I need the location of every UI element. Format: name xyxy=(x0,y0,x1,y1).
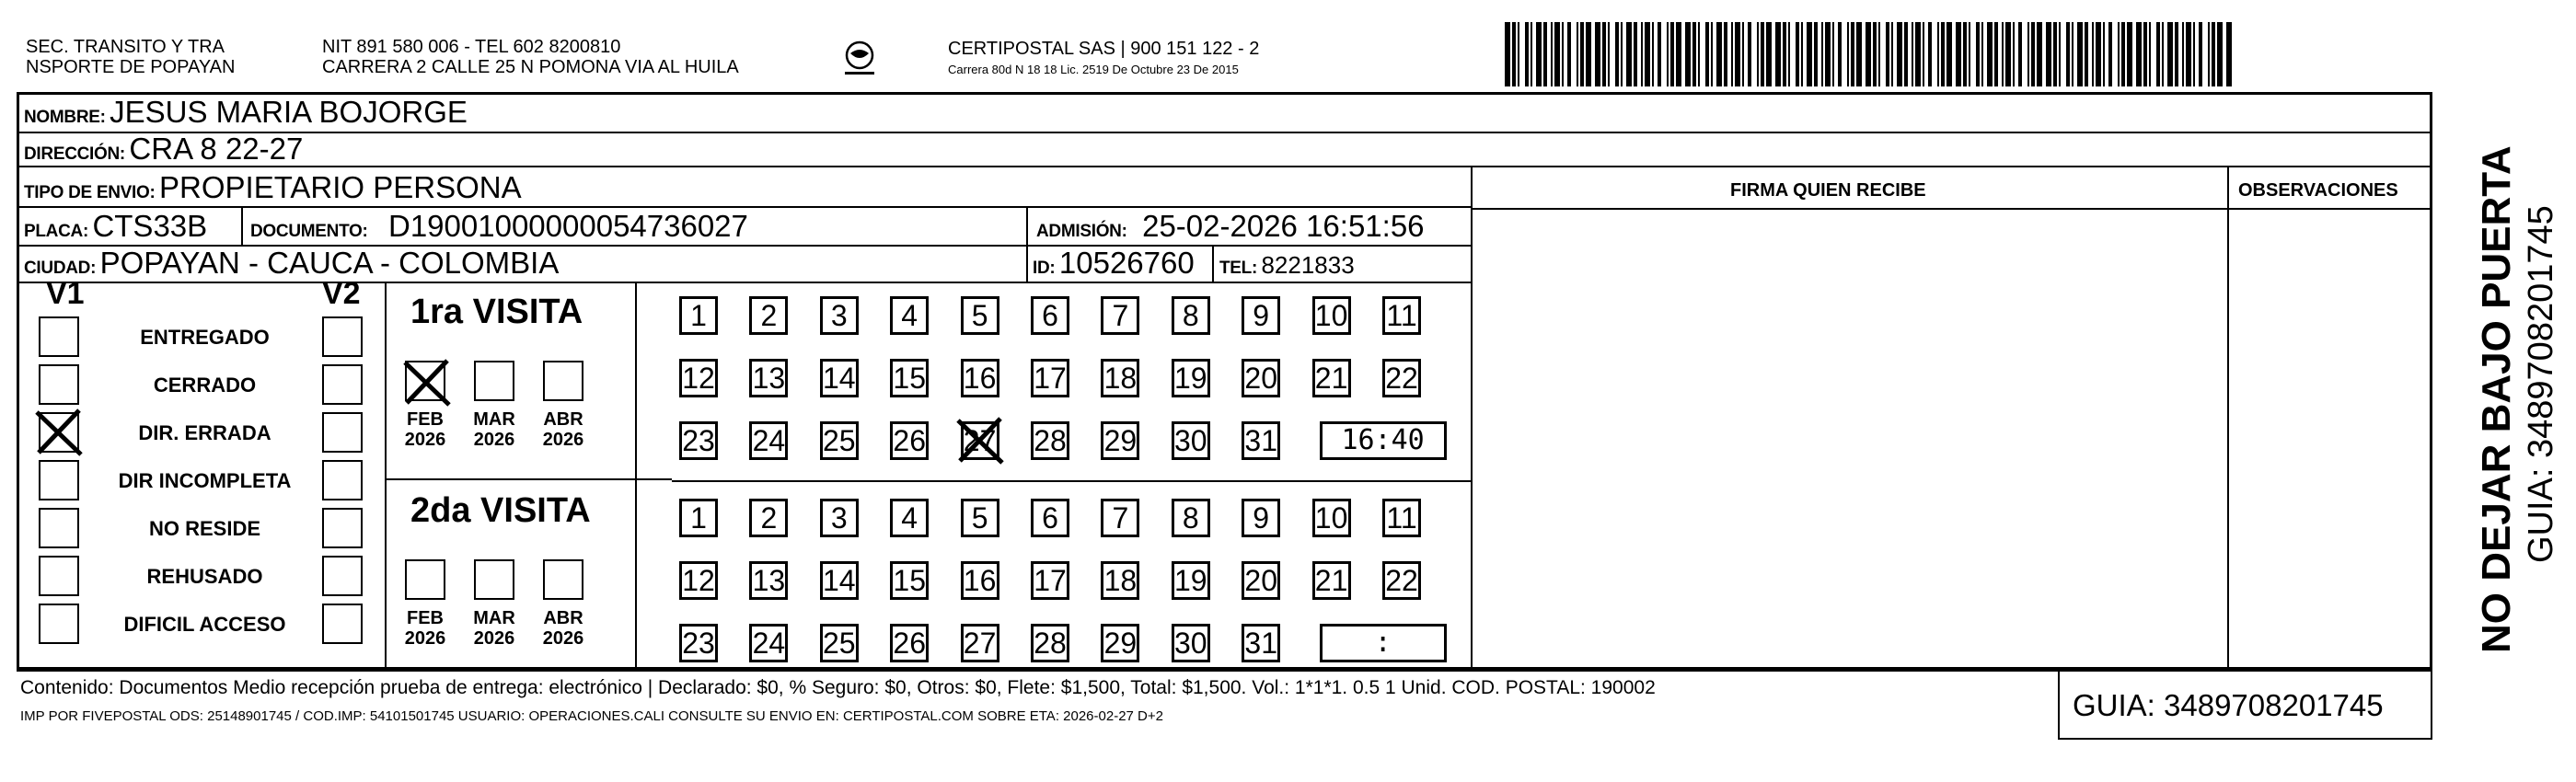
status-label: DIR INCOMPLETA xyxy=(118,469,292,492)
placa-value: CTS33B xyxy=(92,209,208,243)
courier-logo-icon xyxy=(839,39,880,79)
v2-checkbox[interactable] xyxy=(322,316,363,357)
day-box[interactable]: 18 xyxy=(1101,561,1139,600)
check-mark-icon xyxy=(33,407,85,458)
day-box[interactable]: 27 xyxy=(961,624,999,662)
day-box[interactable]: 23 xyxy=(679,624,718,662)
courier-line-1: CERTIPOSTAL SAS | 900 151 122 - 2 xyxy=(948,39,1260,59)
v1-checkbox[interactable] xyxy=(39,604,79,644)
v2-checkbox[interactable] xyxy=(322,364,363,405)
first-visit-title: 1ra VISITA xyxy=(410,293,583,331)
placa-row xyxy=(24,210,207,249)
direccion-label: DIRECCIÓN: xyxy=(24,144,125,164)
tel-row xyxy=(1219,248,1355,286)
admision-label: ADMISIÓN: xyxy=(1036,222,1127,241)
status-label: CERRADO xyxy=(153,374,257,397)
month-label: FEB 2026 xyxy=(404,608,446,649)
status-label: NO RESIDE xyxy=(148,517,261,540)
sender-line-1: SEC. TRANSITO Y TRA xyxy=(26,37,225,57)
v1-checkbox[interactable] xyxy=(39,556,79,596)
v2-checkbox[interactable] xyxy=(322,460,363,500)
footer-guia: GUIA: 3489708201745 xyxy=(2073,688,2384,722)
id-label: ID: xyxy=(1033,259,1056,278)
month-checkbox[interactable] xyxy=(543,559,583,600)
day-box[interactable]: 16 xyxy=(961,359,999,397)
day-box[interactable]: 7 xyxy=(1101,499,1139,537)
day-box[interactable]: 26 xyxy=(890,624,929,662)
tel-value: 8221833 xyxy=(1261,251,1355,279)
day-box[interactable]: 27 xyxy=(961,421,999,460)
day-box[interactable]: 7 xyxy=(1101,296,1139,335)
day-box[interactable]: 6 xyxy=(1031,296,1069,335)
tipo-envio-label: TIPO DE ENVIO: xyxy=(24,183,156,202)
day-box[interactable]: 9 xyxy=(1242,499,1280,537)
v1-checkbox[interactable] xyxy=(39,364,79,405)
day-box[interactable]: 17 xyxy=(1031,359,1069,397)
col-divider xyxy=(2058,670,2060,740)
time-box[interactable]: 16:40 xyxy=(1320,421,1447,460)
day-box[interactable]: 13 xyxy=(749,561,788,600)
day-box[interactable]: 20 xyxy=(1242,359,1280,397)
day-box[interactable]: 1 xyxy=(679,296,718,335)
day-box[interactable]: 30 xyxy=(1172,421,1210,460)
col-divider xyxy=(385,282,387,670)
day-box[interactable]: 18 xyxy=(1101,359,1139,397)
row-divider xyxy=(672,480,1473,482)
row-divider xyxy=(17,166,2432,167)
day-box[interactable]: 11 xyxy=(1382,499,1421,537)
day-box[interactable]: 22 xyxy=(1382,359,1421,397)
nombre-row xyxy=(24,96,468,135)
day-box[interactable]: 20 xyxy=(1242,561,1280,600)
month-checkbox[interactable] xyxy=(474,559,514,600)
col-divider xyxy=(1471,166,1473,670)
firma-label: FIRMA QUIEN RECIBE xyxy=(1730,180,1926,201)
check-mark-icon xyxy=(401,357,453,408)
courier-line-2: Carrera 80d N 18 18 Lic. 2519 De Octubre 23 De 2015 xyxy=(948,63,1239,76)
month-checkbox[interactable] xyxy=(405,559,445,600)
admision-value: 25-02-2026 16:51:56 xyxy=(1142,209,1425,243)
day-box[interactable]: 12 xyxy=(679,359,718,397)
day-box[interactable]: 23 xyxy=(679,421,718,460)
footer-print-line: IMP POR FIVEPOSTAL ODS: 25148901745 / COD.IMP: 54101501745 USUARIO: OPERACIONES.CALI CONSULTE SU ENVIO EN: CERTIPOSTAL.COM SOBRE ETA: 2026-02-27 D+2 xyxy=(20,708,1163,724)
documento-value: D19001000000054736027 xyxy=(388,209,748,243)
day-box[interactable]: 8 xyxy=(1172,499,1210,537)
v2-checkbox[interactable] xyxy=(322,508,363,548)
day-box[interactable]: 3 xyxy=(820,499,859,537)
id-row xyxy=(1033,247,1195,286)
v2-label: V2 xyxy=(322,276,361,311)
col-divider xyxy=(1026,206,1028,282)
side-guia: GUIA: 3489708201745 xyxy=(2522,205,2560,563)
day-box[interactable]: 29 xyxy=(1101,421,1139,460)
nombre-label: NOMBRE: xyxy=(24,108,106,127)
col-divider xyxy=(2227,166,2229,670)
v1-label: V1 xyxy=(46,276,85,311)
direccion-value: CRA 8 22-27 xyxy=(129,132,304,166)
day-box[interactable]: 16 xyxy=(961,561,999,600)
no-dejar-warning: NO DEJAR BAJO PUERTA xyxy=(2474,145,2519,653)
barcode xyxy=(1505,22,2236,86)
status-label: DIR. ERRADA xyxy=(138,421,271,444)
sender-line-2: NSPORTE DE POPAYAN xyxy=(26,57,236,77)
day-box[interactable]: 12 xyxy=(679,561,718,600)
day-box[interactable]: 11 xyxy=(1382,296,1421,335)
row-divider xyxy=(1473,208,2432,210)
day-box[interactable]: 28 xyxy=(1031,624,1069,662)
day-box[interactable]: 31 xyxy=(1242,421,1280,460)
row-divider xyxy=(385,478,672,480)
col-divider xyxy=(635,282,637,670)
day-box[interactable]: 1 xyxy=(679,499,718,537)
day-box[interactable]: 4 xyxy=(890,499,929,537)
day-box[interactable]: 21 xyxy=(1312,359,1351,397)
tipo-envio-row xyxy=(24,171,522,211)
day-box[interactable]: 10 xyxy=(1312,499,1351,537)
day-box[interactable]: 31 xyxy=(1242,624,1280,662)
day-box[interactable]: 25 xyxy=(820,421,859,460)
status-label: DIFICIL ACCESO xyxy=(123,613,286,636)
col-divider xyxy=(241,206,243,245)
month-checkbox[interactable] xyxy=(474,361,514,401)
day-box[interactable]: 13 xyxy=(749,359,788,397)
status-label: ENTREGADO xyxy=(140,326,270,349)
day-box[interactable]: 5 xyxy=(961,296,999,335)
day-box[interactable]: 6 xyxy=(1031,499,1069,537)
tipo-envio-value: PROPIETARIO PERSONA xyxy=(159,170,522,204)
nombre-value: JESUS MARIA BOJORGE xyxy=(110,95,468,129)
observaciones-label: OBSERVACIONES xyxy=(2238,180,2398,201)
v1-checkbox[interactable] xyxy=(39,508,79,548)
day-box[interactable]: 29 xyxy=(1101,624,1139,662)
tel-label: TEL: xyxy=(1219,259,1258,278)
admision-row xyxy=(1036,210,1425,249)
day-box[interactable]: 3 xyxy=(820,296,859,335)
day-box[interactable]: 9 xyxy=(1242,296,1280,335)
col-divider xyxy=(2431,670,2432,740)
second-visit-title: 2da VISITA xyxy=(410,491,591,530)
v2-checkbox[interactable] xyxy=(322,556,363,596)
ciudad-value: POPAYAN - CAUCA - COLOMBIA xyxy=(99,246,560,280)
month-label: ABR 2026 xyxy=(542,409,584,450)
day-box[interactable]: 14 xyxy=(820,359,859,397)
day-box[interactable]: 24 xyxy=(749,421,788,460)
day-box[interactable]: 17 xyxy=(1031,561,1069,600)
month-checkbox[interactable] xyxy=(543,361,583,401)
day-box[interactable]: 15 xyxy=(890,359,929,397)
footer-content-line: Contenido: Documentos Medio recepción prueba de entrega: electrónico | Declarado: $0, % Seguro: $0, Otros: $0, Flete: $1,500, Total: $1,500. Vol.: 1*1*1. 0.5 1 Unid. COD. POSTAL: 190002 xyxy=(20,677,1656,698)
col-divider xyxy=(1212,245,1214,282)
row-divider xyxy=(2058,738,2432,740)
ciudad-row xyxy=(24,247,559,286)
month-label: MAR 2026 xyxy=(473,608,515,649)
v2-checkbox[interactable] xyxy=(322,412,363,453)
day-box[interactable]: 4 xyxy=(890,296,929,335)
id-value: 10526760 xyxy=(1058,246,1195,280)
row-divider xyxy=(17,670,2432,672)
check-mark-icon xyxy=(954,415,1006,466)
day-box[interactable]: 21 xyxy=(1312,561,1351,600)
month-label: MAR 2026 xyxy=(473,409,515,450)
day-box[interactable]: 10 xyxy=(1312,296,1351,335)
day-box[interactable]: 5 xyxy=(961,499,999,537)
day-box[interactable]: 2 xyxy=(749,296,788,335)
day-box[interactable]: 19 xyxy=(1172,359,1210,397)
placa-label: PLACA: xyxy=(24,222,88,241)
day-box[interactable]: 26 xyxy=(890,421,929,460)
month-label: ABR 2026 xyxy=(542,608,584,649)
nit-line: NIT 891 580 006 - TEL 602 8200810 xyxy=(322,37,621,57)
day-box[interactable]: 24 xyxy=(749,624,788,662)
time-box[interactable]: : xyxy=(1320,624,1447,662)
day-box[interactable]: 2 xyxy=(749,499,788,537)
v1-checkbox[interactable] xyxy=(39,316,79,357)
ciudad-label: CIUDAD: xyxy=(24,259,97,278)
v1-checkbox[interactable] xyxy=(39,460,79,500)
v2-checkbox[interactable] xyxy=(322,604,363,644)
day-box[interactable]: 28 xyxy=(1031,421,1069,460)
documento-row xyxy=(250,210,748,249)
day-box[interactable]: 19 xyxy=(1172,561,1210,600)
status-label: REHUSADO xyxy=(146,565,263,588)
day-box[interactable]: 8 xyxy=(1172,296,1210,335)
day-box[interactable]: 30 xyxy=(1172,624,1210,662)
day-box[interactable]: 22 xyxy=(1382,561,1421,600)
day-box[interactable]: 14 xyxy=(820,561,859,600)
day-box[interactable]: 25 xyxy=(820,624,859,662)
direccion-row xyxy=(24,132,303,172)
address-line: CARRERA 2 CALLE 25 N POMONA VIA AL HUILA xyxy=(322,57,739,77)
day-box[interactable]: 15 xyxy=(890,561,929,600)
month-label: FEB 2026 xyxy=(404,409,446,450)
documento-label: DOCUMENTO: xyxy=(250,222,368,241)
